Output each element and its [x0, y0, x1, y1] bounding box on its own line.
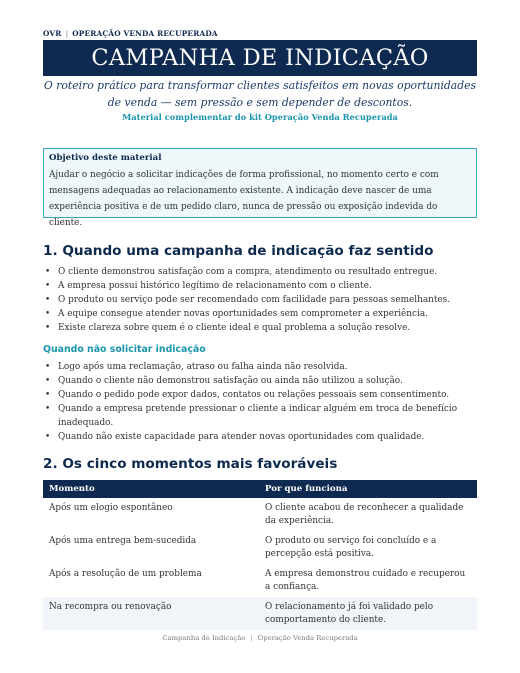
table-row [43, 597, 477, 630]
footer-left: Campanha de Indicação [162, 634, 246, 642]
list-item: • Quando não existe capacidade para atender novas oportunidades com qualidade. [43, 430, 477, 444]
when-not-heading: Quando não solicitar indicação [43, 344, 206, 355]
org-full: OPERAÇÃO VENDA RECUPERADA [72, 29, 218, 38]
list-item: • Logo após uma reclamação, atraso ou falha ainda não resolvida. [43, 360, 477, 374]
table-cell: O produto ou serviço foi concluído e a percepção está positiva. [265, 536, 437, 559]
list-item: • O produto ou serviço pode ser recomendado com facilidade para pessoas semelhantes. [43, 293, 477, 307]
page-title: CAMPANHA DE INDICAÇÃO [91, 45, 429, 71]
table-row [43, 564, 477, 597]
when-list [43, 265, 477, 335]
table-cell: Após a resolução de um problema [49, 569, 202, 579]
column-header-moment: Momento [49, 484, 95, 494]
list-item: • A equipe consegue atender novas oportunidades sem comprometer a experiência. [43, 307, 477, 321]
list-item: • A empresa possui histórico legítimo de relacionamento com o cliente. [43, 279, 477, 293]
title-banner [43, 40, 477, 76]
footer-separator: | [250, 634, 253, 642]
callout-body: Ajudar o negócio a solicitar indicações de forma profissional, no momento certo e com mensagens adequadas ao relacionamento existente. A indicação deve nascer de uma experiência positiva e de um pedido claro, nunca de pressão ou exposição indevida do cliente. [49, 170, 439, 228]
when-not-list [43, 360, 477, 445]
column-header-reason: Por que funciona [265, 484, 348, 494]
header-separator: | [65, 29, 69, 38]
moments-table [43, 480, 477, 630]
list-item: • Quando o pedido pode expor dados, contatos ou relações pessoais sem consentimento. [43, 388, 477, 402]
list-item: • Existe clareza sobre quem é o cliente ideal e qual problema a solução resolve. [43, 321, 477, 335]
table-cell: O cliente acabou de reconhecer a qualidade da experiência. [265, 503, 464, 526]
running-header [43, 29, 218, 38]
callout-title: Objetivo deste material [49, 153, 162, 163]
footer-right: Operação Venda Recuperada [257, 634, 358, 642]
list-item: • Quando a empresa pretende pressionar o cliente a indicar alguém em troca de benefício inadequado. [43, 402, 477, 430]
table-row [43, 498, 477, 531]
kicker-note: Material complementar do kit Operação Venda Recuperada [122, 112, 398, 122]
page-footer [43, 634, 477, 642]
section-2-heading: 2. Os cinco momentos mais favoráveis [43, 456, 338, 472]
table-row [43, 531, 477, 564]
subtitle: O roteiro prático para transformar clientes satisfeitos em novas oportunidades de venda — sem pressão e sem depender de descontos. [43, 79, 477, 109]
table-cell: Na recompra ou renovação [49, 602, 172, 612]
section-1-heading: 1. Quando uma campanha de indicação faz sentido [43, 243, 434, 259]
table-header [43, 480, 477, 498]
table-cell: A empresa demonstrou cuidado e recuperou a confiança. [265, 569, 466, 592]
list-item: • O cliente demonstrou satisfação com a compra, atendimento ou resultado entregue. [43, 265, 477, 279]
table-cell: Após uma entrega bem-sucedida [49, 536, 197, 546]
table-cell: O relacionamento já foi validado pelo comportamento do cliente. [265, 602, 434, 625]
list-item: • Quando o cliente não demonstrou satisfação ou ainda não utilizou a solução. [43, 374, 477, 388]
objective-callout [43, 148, 477, 228]
table-cell: Após um elogio espontâneo [49, 503, 173, 513]
org-short: OVR [43, 29, 62, 38]
